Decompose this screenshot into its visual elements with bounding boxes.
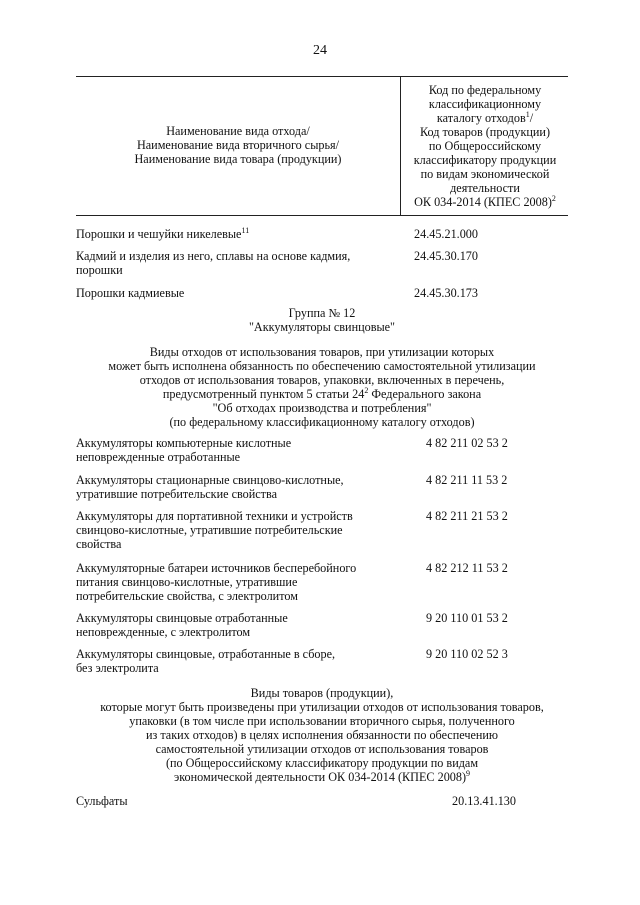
group-heading	[76, 306, 568, 334]
header-left-line: Наименование вида отхода/	[166, 124, 310, 138]
header-right-line: классификатору продукции	[413, 153, 557, 167]
header-code-column	[402, 83, 568, 209]
row-name-line: свойства	[76, 537, 122, 551]
header-right-text: каталогу отходов	[436, 111, 526, 125]
group-number: Группа № 12	[288, 306, 356, 320]
subtitle-text: Федерального закона	[368, 387, 482, 401]
row-name	[76, 647, 376, 675]
goods-heading-line	[76, 770, 568, 784]
goods-heading-line: (по Общероссийскому классификатору продукции по видам	[165, 756, 479, 770]
header-right-line: деятельности	[450, 181, 520, 195]
row-name	[76, 611, 376, 639]
footnote-ref: 9	[466, 768, 471, 778]
row-name-line: утратившие потребительские свойства	[76, 487, 277, 501]
goods-heading-line: которые могут быть произведены при утилизации отходов от использования товаров,	[100, 700, 544, 714]
header-right-line: по видам экономической	[420, 167, 550, 181]
header-right-text: ОК 034-2014 (КПЕС 2008)	[414, 195, 552, 209]
goods-heading-line: из таких отходов) в целях исполнения обязанности по обеспечению	[145, 728, 499, 742]
header-right-text: /	[529, 111, 534, 125]
subtitle-line: отходов от использования товаров, упаковки, включенных в перечень,	[139, 373, 505, 387]
header-right-line: классификационному	[428, 97, 542, 111]
footnote-ref: 1	[525, 109, 530, 119]
footnote-ref: 2	[551, 193, 556, 203]
goods-heading-text: экономической деятельности ОК 034-2014 (КПЕС 2008)	[173, 770, 467, 784]
subtitle-line: (по федеральному классификационному каталогу отходов)	[169, 415, 475, 429]
row-name-line: Аккумуляторы для портативной техники и устройств	[76, 509, 353, 523]
row-name	[76, 436, 376, 464]
subtitle-line	[76, 387, 568, 401]
row-name-line: свинцово-кислотные, утратившие потребительские	[76, 523, 343, 537]
row-name-line: порошки	[76, 263, 123, 277]
group-subtitle	[76, 345, 568, 429]
header-name-column	[76, 124, 400, 166]
row-name: Сульфаты	[76, 794, 128, 808]
row-code: 9 20 110 01 53 2	[426, 611, 508, 625]
row-code: 24.45.21.000	[414, 227, 478, 241]
subtitle-line: "Об отходах производства и потребления"	[212, 401, 432, 415]
row-name	[76, 561, 376, 603]
row-code: 4 82 211 21 53 2	[426, 509, 508, 523]
row-name: Порошки кадмиевые	[76, 286, 185, 300]
row-name-line: Аккумуляторы стационарные свинцово-кислотные,	[76, 473, 344, 487]
row-name-line: Аккумуляторы свинцовые отработанные	[76, 611, 288, 625]
header-right-line: Код по федеральному	[428, 83, 542, 97]
header-right-line	[402, 111, 568, 125]
goods-heading	[76, 686, 568, 784]
row-code: 4 82 211 11 53 2	[426, 473, 508, 487]
header-left-line: Наименование вида вторичного сырья/	[136, 138, 340, 152]
group-title: "Аккумуляторы свинцовые"	[248, 320, 396, 334]
page-number: 24	[313, 43, 327, 58]
row-name-line: неповрежденные отработанные	[76, 450, 241, 464]
header-left-line: Наименование вида товара (продукции)	[134, 152, 342, 166]
row-name-line: Аккумуляторы компьютерные кислотные	[76, 436, 292, 450]
goods-heading-line: Виды товаров (продукции),	[250, 686, 394, 700]
header-right-line	[402, 195, 568, 209]
goods-heading-line: самостоятельной утилизации отходов от использования товаров	[155, 742, 489, 756]
row-name	[76, 509, 376, 551]
row-code: 20.13.41.130	[452, 794, 516, 808]
row-code: 9 20 110 02 52 3	[426, 647, 508, 661]
row-name-text: Порошки и чешуйки никелевые	[76, 227, 242, 241]
footnote-ref: 11	[241, 225, 250, 235]
header-right-line: по Общероссийскому	[428, 139, 542, 153]
row-name-line: неповрежденные, с электролитом	[76, 625, 251, 639]
row-name	[76, 249, 376, 277]
header-divider	[400, 76, 401, 215]
header-right-line: Код товаров (продукции)	[419, 125, 551, 139]
subtitle-line: может быть исполнена обязанность по обеспечению самостоятельной утилизации	[108, 359, 536, 373]
row-name-line: без электролита	[76, 661, 159, 675]
row-name-line: питания свинцово-кислотные, утратившие	[76, 575, 298, 589]
row-name-line: Аккумуляторы свинцовые, отработанные в сборе,	[76, 647, 336, 661]
row-code: 24.45.30.173	[414, 286, 478, 300]
row-code: 4 82 212 11 53 2	[426, 561, 508, 575]
goods-heading-line: упаковки (в том числе при использовании вторичного сырья, полученного	[129, 714, 515, 728]
row-code: 24.45.30.170	[414, 249, 478, 263]
row-name-line: потребительские свойства, с электролитом	[76, 589, 298, 603]
row-name	[76, 473, 376, 501]
footnote-ref: 2	[364, 385, 369, 395]
subtitle-line: Виды отходов от использования товаров, при утилизации которых	[149, 345, 495, 359]
row-name-line: Аккумуляторные батареи источников бесперебойного	[76, 561, 357, 575]
row-code: 4 82 211 02 53 2	[426, 436, 508, 450]
subtitle-text: предусмотренный пунктом 5 статьи 24	[162, 387, 365, 401]
row-name	[76, 227, 376, 241]
row-name-line: Кадмий и изделия из него, сплавы на основе кадмия,	[76, 249, 351, 263]
